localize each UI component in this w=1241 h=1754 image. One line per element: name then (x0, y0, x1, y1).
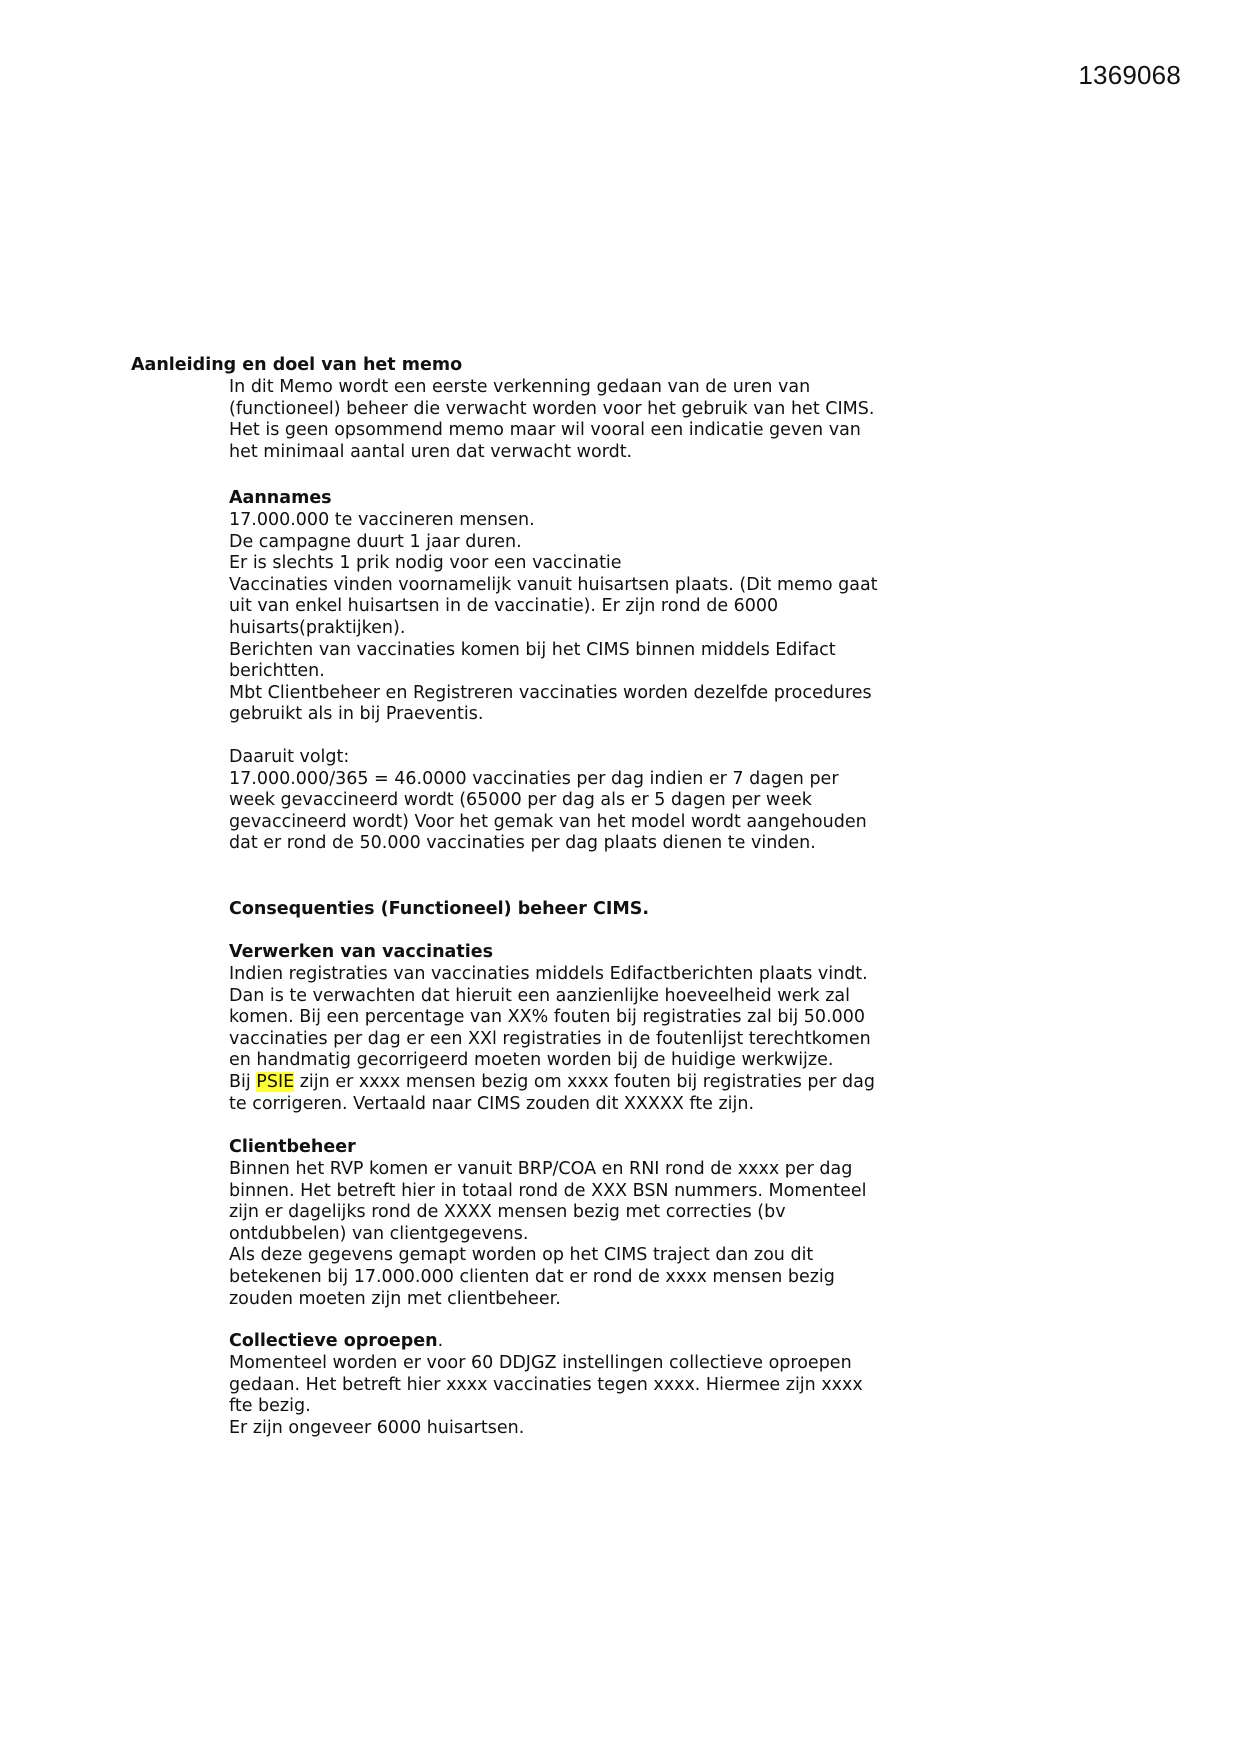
text-line: Als deze gegevens gemapt worden op het CIMS traject dan zou dit (229, 1245, 814, 1266)
document-id: 1369068 (1078, 60, 1181, 90)
text-line: gebruikt als in bij Praeventis. (229, 704, 484, 725)
psie-highlight: PSIE (256, 1072, 295, 1092)
text-line: binnen. Het betreft hier in totaal rond de XXX BSN nummers. Momenteel (229, 1180, 867, 1201)
text-line: huisarts(praktijken). (229, 618, 406, 638)
text-line: ontdubbelen) van clientgegevens. (229, 1223, 529, 1244)
collectieve-heading: Collectieve oproepen (229, 1331, 438, 1351)
intro-heading: Aanleiding en doel van het memo (131, 355, 463, 375)
collectieve-heading-suffix: . (437, 1331, 444, 1351)
text-line: het minimaal aantal uren dat verwacht wordt. (229, 441, 633, 462)
text-line: De campagne duurt 1 jaar duren. (229, 531, 522, 552)
text-line: en handmatig gecorrigeerd moeten worden bij de huidige werkwijze. (229, 1050, 834, 1071)
text-line: zouden moeten zijn met clientbeheer. (229, 1288, 561, 1309)
text-line: Indien registraties van vaccinaties middels Edifactberichten plaats vindt. (229, 964, 868, 984)
text-line: Er is slechts 1 prik nodig voor een vaccinatie (229, 553, 622, 574)
verwerken-heading: Verwerken van vaccinaties (229, 942, 493, 962)
text-line: Dan is te verwachten dat hieruit een aanzienlijke hoeveelheid werk zal (229, 985, 850, 1006)
psie-suffix: zijn er xxxx mensen bezig om xxxx fouten bij registraties per dag (294, 1072, 875, 1092)
text-line: In dit Memo wordt een eerste verkenning gedaan van de uren van (229, 377, 811, 397)
clientbeheer-heading: Clientbeheer (229, 1137, 356, 1157)
text-line: uit van enkel huisartsen in de vaccinatie). Er zijn rond de 6000 (229, 596, 779, 617)
psie-line (229, 1071, 875, 1093)
collectieve-heading-line (229, 1330, 443, 1352)
text-line: Vaccinaties vinden voornamelijk vanuit huisartsen plaats. (Dit memo gaat (229, 574, 878, 595)
text-line: gedaan. Het betreft hier xxxx vaccinaties tegen xxxx. Hiermee zijn xxxx (229, 1374, 863, 1395)
text-line: Er zijn ongeveer 6000 huisartsen. (229, 1417, 525, 1438)
text-line: Daaruit volgt: (229, 747, 350, 767)
text-line: Momenteel worden er voor 60 DDJGZ instellingen collectieve oproepen (229, 1353, 852, 1373)
text-line: dat er rond de 50.000 vaccinaties per dag plaats dienen te vinden. (229, 833, 816, 854)
text-line: vaccinaties per dag er een XXl registraties in de foutenlijst terechtkomen (229, 1028, 871, 1049)
text-line: fte bezig. (229, 1396, 311, 1417)
text-line: 17.000.000 te vaccineren mensen. (229, 510, 535, 530)
text-line: gevaccineerd wordt) Voor het gemak van het model wordt aangehouden (229, 811, 867, 832)
text-line: berichtten. (229, 661, 325, 682)
text-line: 17.000.000/365 = 46.0000 vaccinaties per dag indien er 7 dagen per (229, 768, 839, 789)
consequenties-heading: Consequenties (Functioneel) beheer CIMS. (229, 899, 650, 919)
text-line: Het is geen opsommend memo maar wil vooral een indicatie geven van (229, 420, 861, 441)
verwerken-last-line: te corrigeren. Vertaald naar CIMS zouden dit XXXXX fte zijn. (229, 1094, 755, 1114)
text-line: week gevaccineerd wordt (65000 per dag als er 5 dagen per week (229, 790, 812, 811)
aannames-heading: Aannames (229, 488, 332, 508)
text-line: komen. Bij een percentage van XX% fouten bij registraties zal bij 50.000 (229, 1007, 866, 1028)
text-line: zijn er dagelijks rond de XXXX mensen bezig met correcties (bv (229, 1202, 786, 1223)
text-line: betekenen bij 17.000.000 clienten dat er rond de xxxx mensen bezig (229, 1267, 835, 1287)
text-line: Mbt Clientbeheer en Registreren vaccinaties worden dezelfde procedures (229, 682, 872, 703)
psie-prefix: Bij (229, 1072, 257, 1092)
text-line: Binnen het RVP komen er vanuit BRP/COA en RNI rond de xxxx per dag (229, 1159, 853, 1179)
text-line: (functioneel) beheer die verwacht worden voor het gebruik van het CIMS. (229, 398, 875, 419)
text-line: Berichten van vaccinaties komen bij het CIMS binnen middels Edifact (229, 639, 836, 660)
